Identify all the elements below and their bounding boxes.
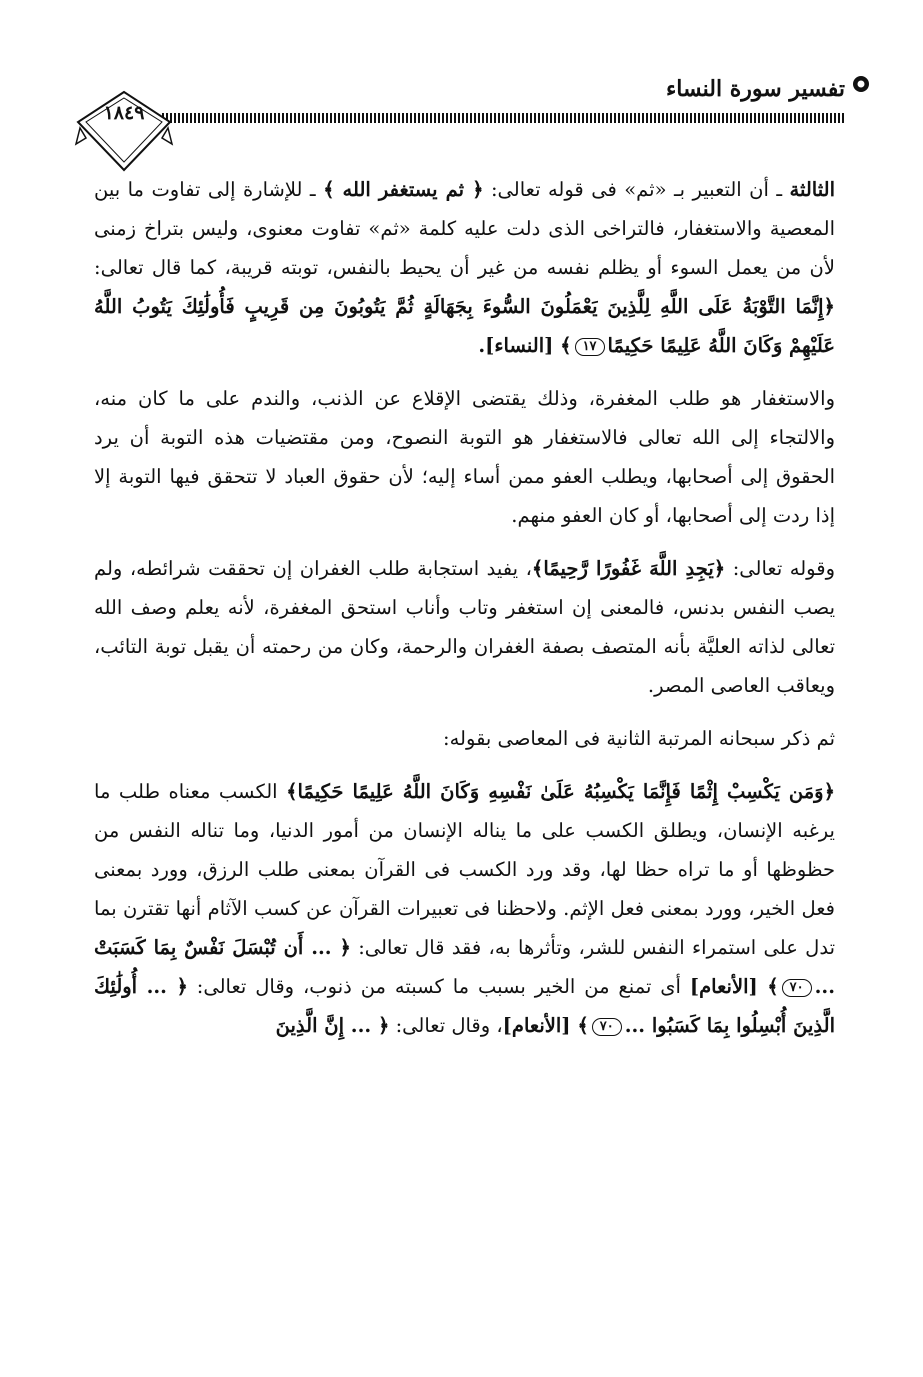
quran-quote: ﴿يَجِدِ اللَّهَ غَفُورًا رَّحِيمًا﴾ [531, 557, 726, 580]
header-ornament-icon [851, 74, 871, 94]
paragraph-1 [94, 170, 835, 365]
quran-bracket: ﴾ [767, 975, 779, 998]
running-header-title: تفسير سورة النساء [665, 76, 845, 102]
quran-quote: ﴿ ... إِنَّ الَّذِينَ [275, 1014, 390, 1037]
text-span: ـ أن التعبير بـ «ثم» فى قوله تعالى: [483, 178, 790, 201]
surah-reference: [الأنعام] [502, 1014, 578, 1037]
page-number: ١٨٤٩ [103, 102, 145, 124]
text-span: ، يفيد استجابة طلب الغفران إن تحققت شرائطه، ولم يصب النفس بدنس، فالمعنى إن استغفر وتاب وأناب استحق المغفرة، لأنه يعلم وصف الله تعالى لذاته العليَّة بأنه المتصف بصفة الغفران والرحمة، وكان من رحمته أن يقبل توبة التائب، ويعاقب العاصى المصر. [94, 557, 835, 697]
ayah-number: ٧٠ [782, 979, 812, 997]
text-span: وقوله تعالى: [725, 557, 835, 580]
ayah-number: ٧٠ [592, 1018, 622, 1036]
header-divider [162, 113, 845, 123]
main-text [94, 170, 835, 1059]
paragraph-lead: الثالثة [789, 178, 835, 201]
text-span: الكسب معناه طلب ما يرغبه الإنسان، ويطلق الكسب على ما يناله الإنسان من أمور الدنيا، وما تناله النفس من حظوظها أو ما تراه حظا لها، وقد ورد الكسب فى القرآن بمعنى طلب الرزق، وورد بمعنى فعل الخير، وورد بمعنى فعل الإثم. ولاحظنا فى تعبيرات القرآن عن كسب الآثام أنها تقترن بما تدل على استمراء النفس للشر، وتأثرها به، فقد قال تعالى: [94, 780, 835, 959]
quran-quote: ﴿ ثم يستغفر الله ﴾ [323, 178, 484, 201]
quran-quote: ﴿إِنَّمَا التَّوْبَةُ عَلَى اللَّهِ لِلَّذِينَ يَعْمَلُونَ السُّوءَ بِجَهَالَةٍ ثُمَّ يَتُوبُونَ مِن قَرِيبٍ فَأُولَٰئِكَ يَتُوبُ اللَّهُ عَلَيْهِمْ وَكَانَ اللَّهُ عَلِيمًا حَكِيمًا [94, 295, 835, 357]
paragraph-2: والاستغفار هو طلب المغفرة، وذلك يقتضى الإقلاع عن الذنب، والندم على ما كان منه، والالتجاء إلى الله تعالى فالاستغفار هو التوبة النصوح، ومن مقتضيات هذه التوبة أن يرد الحقوق إلى أصحابها، ويطلب العفو ممن أساء إليه؛ لأن حقوق العباد لا تتحقق فيها التوبة إلا إذا ردت إلى أصحابها، أو كان العفو منهم. [94, 387, 835, 527]
text-span: ، وقال تعالى: [389, 1014, 503, 1037]
page-number-badge-icon [74, 88, 174, 174]
surah-reference: [الأنعام] [689, 975, 768, 998]
paragraph-3 [94, 549, 835, 705]
text-span: أى تمنع من الخير بسبب ما كسبته من ذنوب، وقال تعالى: [187, 975, 690, 998]
surah-reference: [النساء]. [478, 334, 561, 357]
quran-bracket: ﴾ [560, 334, 572, 357]
ayah-number: ١٧ [575, 338, 605, 356]
paragraph-5 [94, 772, 835, 1045]
quran-bracket: ﴾ [577, 1014, 589, 1037]
quran-quote: ﴿ ... أَن تُبْسَلَ نَفْسٌ بِمَا كَسَبَتْ ... [94, 936, 835, 998]
quran-quote: ﴿وَمَن يَكْسِبْ إِثْمًا فَإِنَّمَا يَكْسِبُهُ عَلَىٰ نَفْسِهِ وَكَانَ اللَّهُ عَلِيمًا حَكِيمًا﴾ [286, 780, 835, 803]
quran-quote: ﴿ ... أُولَٰئِكَ الَّذِينَ أُبْسِلُوا بِمَا كَسَبُوا ... [94, 975, 835, 1037]
text-span: ـ للإشارة إلى تفاوت ما بين المعصية والاستغفار، فالتراخى الذى دلت عليه كلمة «ثم» تفاوت معنوى، وليس بتراخ زمنى لأن من يعمل السوء أو يظلم نفسه من غير أن يحيط بالنفس، توبته قريبة، كما قال تعالى: [94, 178, 835, 279]
paragraph-4: ثم ذكر سبحانه المرتبة الثانية فى المعاصى بقوله: [443, 727, 835, 750]
